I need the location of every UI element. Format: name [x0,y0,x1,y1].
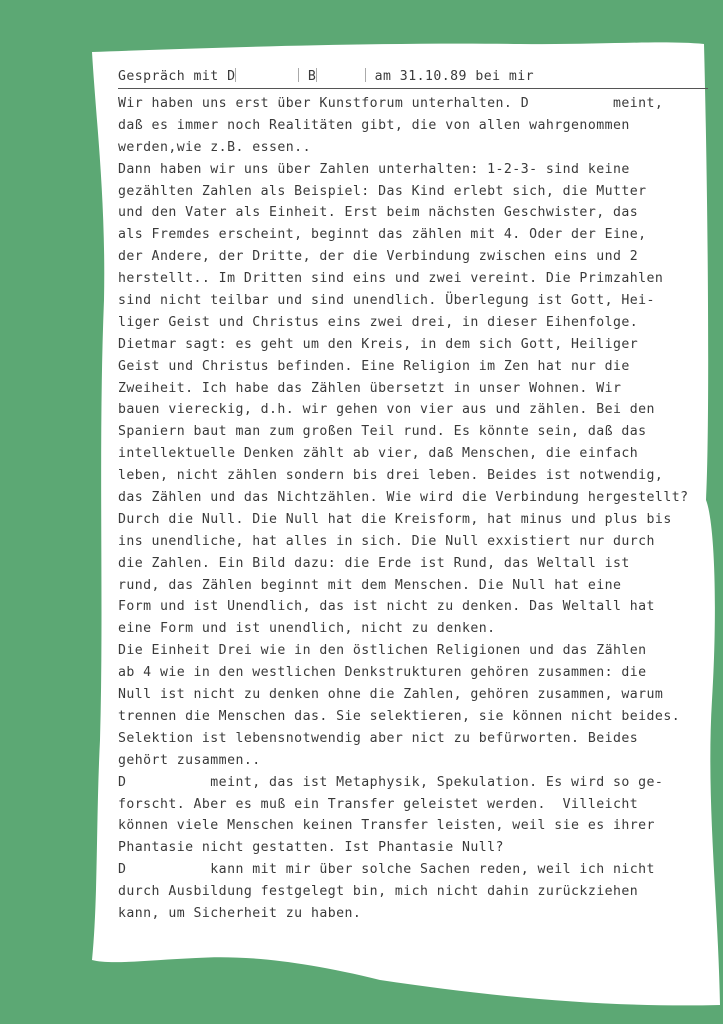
text-line: bauen viereckig, d.h. wir gehen von vier aus und zählen. Bei den [118,402,655,418]
text-line: und den Vater als Einheit. Erst beim nächsten Geschwister, das [118,205,639,221]
text-line: trennen die Menschen das. Sie selektieren, sie können nicht beides. [118,708,681,724]
text-line: Dietmar sagt: es geht um den Kreis, in dem sich Gott, Heiliger [118,336,639,352]
text-line: gehört zusammen.. [118,752,261,768]
text-line: Die Einheit Drei wie in den östlichen Religionen und das Zählen [118,643,647,659]
text-line: D meint, das ist Metaphysik, Spekulation. Es wird so ge- [118,774,664,790]
text-line: das Zählen und das Nichtzählen. Wie wird die Verbindung hergestellt? [118,490,689,506]
redaction-box [316,68,366,82]
text-line: daß es immer noch Realitäten gibt, die von allen wahrgenommen [118,117,630,133]
text-line: intellektuelle Denken zählt ab vier, daß Menschen, die einfach [118,446,639,462]
text-line: durch Ausbildung festgelegt bin, mich nicht dahin zurückziehen [118,884,639,900]
text-line: sind nicht teilbar und sind unendlich. Überlegung ist Gott, Hei- [118,293,655,309]
text-line: liger Geist und Christus eins zwei drei, in dieser Eihenfolge. [118,314,639,330]
redaction-box [235,68,299,82]
text-line: die Zahlen. Ein Bild dazu: die Erde ist Rund, das Weltall ist [118,555,630,571]
text-line: werden,wie z.B. essen.. [118,139,311,155]
text-line: Form und ist Unendlich, das ist nicht zu denken. Das Weltall hat [118,599,655,615]
text-line: der Andere, der Dritte, der die Verbindung zwischen eins und 2 [118,249,639,265]
header-date: am 31.10.89 bei mir [374,69,535,84]
document-header [118,66,708,89]
text-line: Wir haben uns erst über Kunstforum unterhalten. D meint, [118,96,664,111]
text-line: rund, das Zählen beginnt mit dem Menschen. Die Null hat eine [118,577,622,593]
text-line: leben, nicht zählen sondern bis drei leben. Beides ist notwendig, [118,468,664,484]
document-page [118,66,708,925]
header-prefix: Gespräch mit D [118,69,236,84]
text-line: als Fremdes erscheint, beginnt das zählen mit 4. Oder der Eine, [118,227,647,243]
text-line: D kann mit mir über solche Sachen reden, weil ich nicht [118,862,655,878]
text-line: Geist und Christus befinden. Eine Religion im Zen hat nur die [118,358,630,374]
body-text [118,93,708,925]
text-line: Durch die Null. Die Null hat die Kreisform, hat minus und plus bis [118,511,672,527]
text-line: Null ist nicht zu denken ohne die Zahlen, gehören zusammen, warum [118,687,664,703]
text-line: eine Form und ist unendlich, nicht zu denken. [118,621,496,637]
text-line: ab 4 wie in den westlichen Denkstrukturen gehören zusammen: die [118,665,647,681]
text-line: Zweiheit. Ich habe das Zählen übersetzt in unser Wohnen. Wir [118,380,622,396]
text-line: ins unendliche, hat alles in sich. Die Null exxistiert nur durch [118,533,655,549]
text-line: Dann haben wir uns über Zahlen unterhalten: 1-2-3- sind keine [118,161,630,177]
text-line: herstellt.. Im Dritten sind eins und zwei vereint. Die Primzahlen [118,271,664,287]
text-line: Spaniern baut man zum großen Teil rund. Es könnte sein, daß das [118,424,647,440]
header-initial-b: B [307,69,317,84]
text-line: Selektion ist lebensnotwendig aber nict zu befürworten. Beides [118,730,639,746]
text-line: Phantasie nicht gestatten. Ist Phantasie Null? [118,840,504,856]
text-line: kann, um Sicherheit zu haben. [118,905,362,921]
text-line: können viele Menschen keinen Transfer leisten, weil sie es ihrer [118,818,655,834]
text-line: forscht. Aber es muß ein Transfer geleistet werden. Villeicht [118,796,639,812]
text-line: gezählten Zahlen als Beispiel: Das Kind erlebt sich, die Mutter [118,183,647,199]
